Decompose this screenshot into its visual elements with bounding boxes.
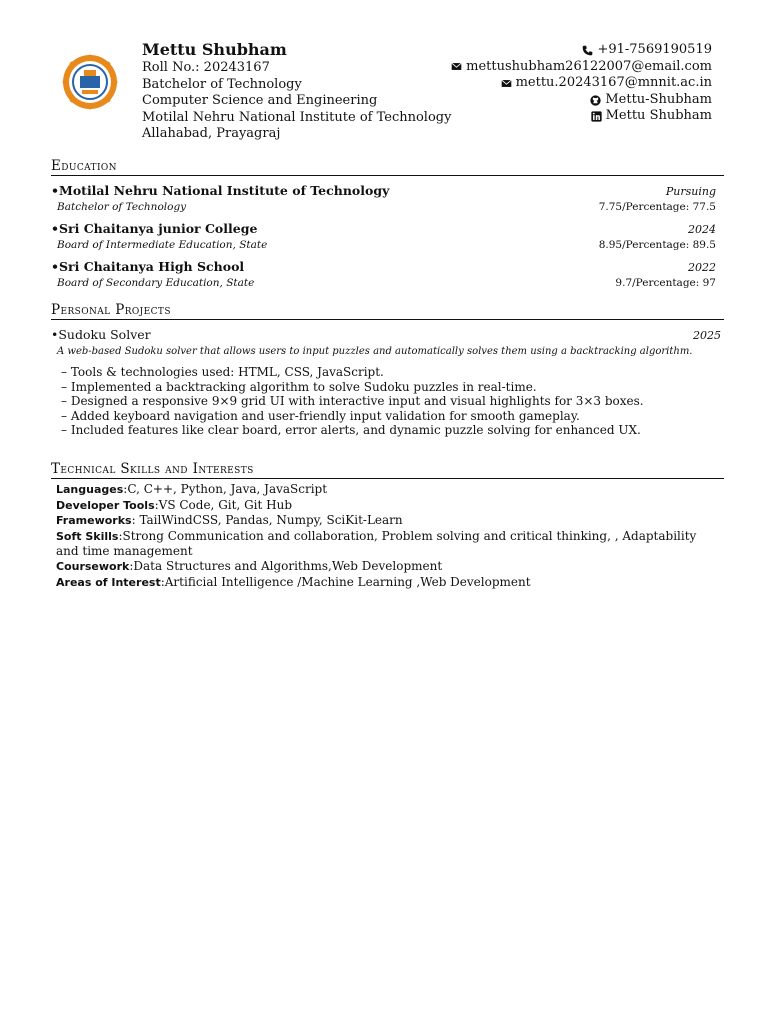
email-college-link[interactable]: mettu.20243167@mnnit.ac.in: [515, 75, 712, 91]
education-score: 8.95/Percentage: 89.5: [598, 239, 716, 251]
skill-label: Languages: [56, 483, 124, 496]
skill-value: :Artificial Intelligence /Machine Learning ,Web Development: [160, 574, 531, 589]
phone-row: [451, 42, 712, 59]
education-date: 2022: [688, 261, 716, 274]
degree: Batchelor of Technology: [142, 76, 302, 92]
list-item: – Added keyboard navigation and user-friendly input validation for smooth gameplay.: [61, 409, 721, 424]
education-date: Pursuing: [665, 185, 716, 198]
institute: Motilal Nehru National Institute of Technology: [142, 109, 452, 125]
education-degree: Board of Secondary Education, State: [57, 277, 255, 289]
education-score: 7.75/Percentage: 77.5: [598, 201, 716, 213]
skill-label: Frameworks: [56, 514, 132, 528]
list-item: – Tools & technologies used: HTML, CSS, JavaScript.: [61, 365, 721, 380]
skill-label: Soft Skills: [56, 529, 119, 543]
education-score: 9.7/Percentage: 97: [615, 277, 716, 289]
skill-value: :Data Structures and Algorithms,Web Development: [129, 558, 443, 573]
project-entry: [51, 326, 721, 438]
institution-name: •Sri Chaitanya junior College: [51, 221, 258, 236]
skill-value: : TailWindCSS, Pandas, Numpy, SciKit-Learn: [131, 513, 403, 528]
phone-link[interactable]: +91-7569190519: [597, 42, 712, 57]
education-entry: [51, 220, 716, 253]
skill-value: :Strong Communication and collaboration, Problem solving and critical thinking, , Adaptability and time management: [56, 528, 697, 559]
skills-list: [56, 482, 716, 590]
skill-line: [56, 513, 716, 529]
projects-heading: Personal Projects: [51, 302, 724, 320]
linkedin-row: [451, 108, 712, 125]
list-item: – Designed a responsive 9×9 grid UI with interactive input and visual highlights for 3×3 boxes.: [61, 394, 721, 409]
skill-label: Developer Tools: [56, 498, 155, 512]
header-info: [142, 40, 451, 143]
project-date: 2025: [693, 329, 721, 342]
institution-name: •Sri Chaitanya High School: [51, 259, 245, 274]
skill-line: [56, 529, 716, 559]
skill-line: [56, 498, 716, 514]
skill-label: Areas of Interest: [56, 575, 161, 589]
roll-number: Roll No.: 20243167: [142, 60, 270, 75]
linkedin-link[interactable]: Mettu Shubham: [605, 108, 712, 124]
project-bullets: [51, 365, 721, 438]
education-entry: [51, 182, 716, 215]
envelope-icon: [501, 78, 512, 89]
skills-heading: Technical Skills and Interests: [51, 461, 724, 479]
project-name: •Sudoku Solver: [51, 327, 151, 342]
skill-line: [56, 575, 716, 591]
email-personal-row: [451, 59, 712, 76]
github-icon: [590, 95, 601, 106]
education-entry: [51, 258, 716, 291]
email-personal-link[interactable]: mettushubham26122007@email.com: [466, 58, 712, 74]
skill-value: :C, C++, Python, Java, JavaScript: [123, 482, 328, 496]
skill-value: :VS Code, Git, Git Hub: [154, 497, 292, 512]
project-description: A web-based Sudoku solver that allows users to input puzzles and automatically solves them using a backtracking algorithm.: [57, 346, 693, 357]
institution-name: •Motilal Nehru National Institute of Technology: [51, 183, 390, 198]
list-item: – Implemented a backtracking algorithm to solve Sudoku puzzles in real-time.: [61, 380, 721, 395]
phone-icon: [582, 45, 593, 56]
contact-info: [451, 42, 712, 125]
github-row: [451, 92, 712, 109]
education-degree: Batchelor of Technology: [57, 201, 187, 213]
candidate-name: Mettu Shubham: [142, 40, 287, 59]
envelope-icon: [451, 61, 462, 72]
skill-line: [56, 559, 716, 575]
institute-logo-icon: [60, 52, 120, 112]
linkedin-icon: [591, 111, 602, 122]
list-item: – Included features like clear board, error alerts, and dynamic puzzle solving for enhanced UX.: [61, 423, 721, 438]
skill-line: [56, 482, 716, 498]
email-college-row: [451, 75, 712, 92]
education-heading: Education: [51, 158, 724, 176]
location: Allahabad, Prayagraj: [142, 126, 281, 142]
github-link[interactable]: Mettu-Shubham: [605, 91, 712, 107]
education-degree: Board of Intermediate Education, State: [57, 239, 268, 251]
department: Computer Science and Engineering: [142, 93, 378, 109]
skill-label: Coursework: [56, 559, 130, 573]
education-date: 2024: [688, 223, 716, 236]
